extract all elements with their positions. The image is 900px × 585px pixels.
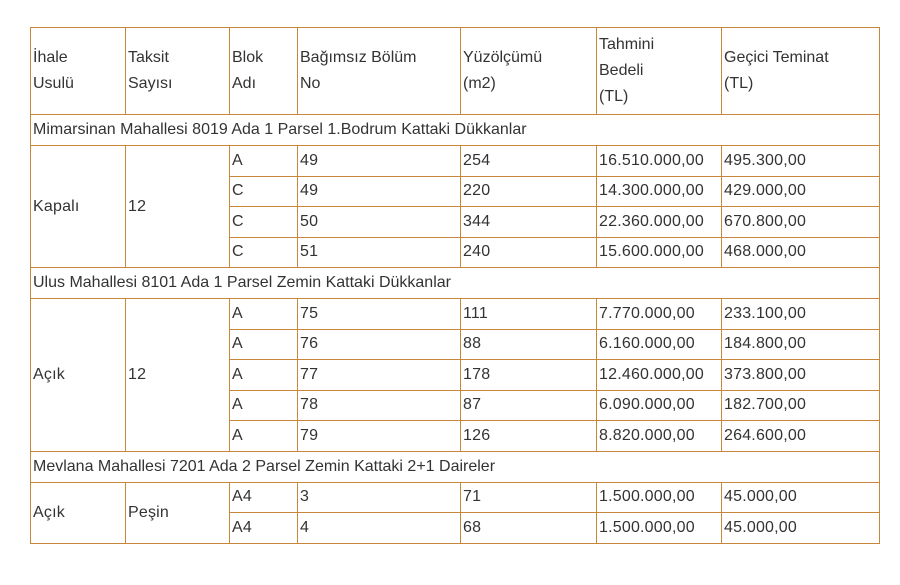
- area-cell: 87: [461, 390, 597, 421]
- block-cell: C: [230, 207, 298, 238]
- block-cell: A: [230, 329, 298, 360]
- header-area: Yüzölçümü (m2): [461, 28, 597, 115]
- unit-no-cell: 49: [298, 176, 461, 207]
- table-row: [31, 146, 880, 177]
- installments-cell: 12: [126, 299, 230, 452]
- area-cell: 126: [461, 421, 597, 452]
- header-installments: Taksit Sayısı: [126, 28, 230, 115]
- section-row: [31, 268, 880, 299]
- unit-no-cell: 4: [298, 513, 461, 544]
- deposit-cell: 429.000,00: [722, 176, 880, 207]
- tender-table: [30, 27, 880, 544]
- deposit-cell: 468.000,00: [722, 237, 880, 268]
- unit-no-cell: 75: [298, 299, 461, 330]
- block-cell: A: [230, 421, 298, 452]
- area-cell: 111: [461, 299, 597, 330]
- block-cell: A4: [230, 513, 298, 544]
- table-row: [31, 299, 880, 330]
- price-cell: 1.500.000,00: [597, 513, 722, 544]
- tender-method-cell: Açık: [31, 299, 126, 452]
- unit-no-cell: 49: [298, 146, 461, 177]
- tender-method-cell: Kapalı: [31, 146, 126, 268]
- table-row: [31, 482, 880, 513]
- installments-cell: Peşin: [126, 482, 230, 543]
- price-cell: 16.510.000,00: [597, 146, 722, 177]
- section-row: [31, 451, 880, 482]
- unit-no-cell: 51: [298, 237, 461, 268]
- price-cell: 1.500.000,00: [597, 482, 722, 513]
- deposit-cell: 233.100,00: [722, 299, 880, 330]
- section-title: Mevlana Mahallesi 7201 Ada 2 Parsel Zemin Kattaki 2+1 Daireler: [31, 451, 880, 482]
- price-cell: 15.600.000,00: [597, 237, 722, 268]
- deposit-cell: 45.000,00: [722, 482, 880, 513]
- area-cell: 344: [461, 207, 597, 238]
- table-body: [31, 115, 880, 544]
- unit-no-cell: 78: [298, 390, 461, 421]
- header-deposit: Geçici Teminat (TL): [722, 28, 880, 115]
- price-cell: 22.360.000,00: [597, 207, 722, 238]
- deposit-cell: 182.700,00: [722, 390, 880, 421]
- price-cell: 6.160.000,00: [597, 329, 722, 360]
- header-tender-method: İhale Usulü: [31, 28, 126, 115]
- section-title: Mimarsinan Mahallesi 8019 Ada 1 Parsel 1.Bodrum Kattaki Dükkanlar: [31, 115, 880, 146]
- header-row: [31, 28, 880, 115]
- area-cell: 240: [461, 237, 597, 268]
- area-cell: 68: [461, 513, 597, 544]
- deposit-cell: 495.300,00: [722, 146, 880, 177]
- unit-no-cell: 3: [298, 482, 461, 513]
- unit-no-cell: 77: [298, 360, 461, 391]
- area-cell: 254: [461, 146, 597, 177]
- unit-no-cell: 50: [298, 207, 461, 238]
- block-cell: A: [230, 390, 298, 421]
- price-cell: 12.460.000,00: [597, 360, 722, 391]
- block-cell: A: [230, 146, 298, 177]
- block-cell: A: [230, 299, 298, 330]
- table-header: [31, 28, 880, 115]
- deposit-cell: 264.600,00: [722, 421, 880, 452]
- block-cell: C: [230, 176, 298, 207]
- block-cell: A4: [230, 482, 298, 513]
- unit-no-cell: 76: [298, 329, 461, 360]
- deposit-cell: 373.800,00: [722, 360, 880, 391]
- deposit-cell: 184.800,00: [722, 329, 880, 360]
- block-cell: A: [230, 360, 298, 391]
- section-row: [31, 115, 880, 146]
- deposit-cell: 45.000,00: [722, 513, 880, 544]
- header-block-name: Blok Adı: [230, 28, 298, 115]
- area-cell: 178: [461, 360, 597, 391]
- header-unit-no: Bağımsız Bölüm No: [298, 28, 461, 115]
- area-cell: 88: [461, 329, 597, 360]
- installments-cell: 12: [126, 146, 230, 268]
- block-cell: C: [230, 237, 298, 268]
- price-cell: 8.820.000,00: [597, 421, 722, 452]
- area-cell: 220: [461, 176, 597, 207]
- price-cell: 7.770.000,00: [597, 299, 722, 330]
- price-cell: 14.300.000,00: [597, 176, 722, 207]
- tender-method-cell: Açık: [31, 482, 126, 543]
- unit-no-cell: 79: [298, 421, 461, 452]
- header-estimated-price: Tahmini Bedeli (TL): [597, 28, 722, 115]
- deposit-cell: 670.800,00: [722, 207, 880, 238]
- section-title: Ulus Mahallesi 8101 Ada 1 Parsel Zemin Kattaki Dükkanlar: [31, 268, 880, 299]
- price-cell: 6.090.000,00: [597, 390, 722, 421]
- area-cell: 71: [461, 482, 597, 513]
